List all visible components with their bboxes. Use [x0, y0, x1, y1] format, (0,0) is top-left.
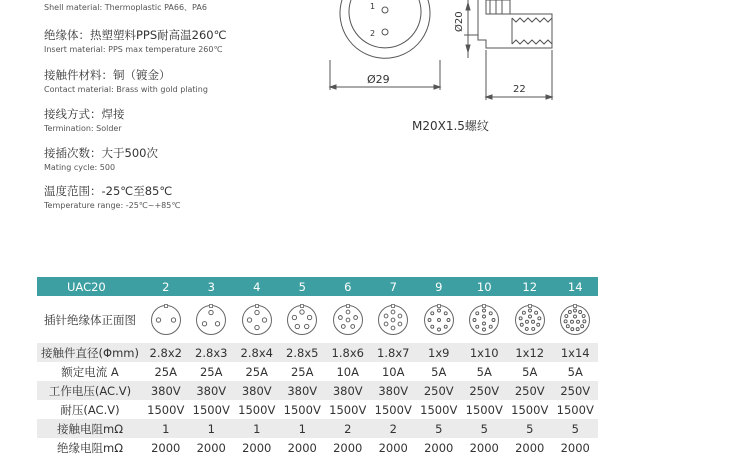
pin-layout-label: 插针绝缘体正面图	[37, 296, 143, 343]
table-cell: 10A	[336, 364, 359, 379]
contact-hole	[534, 311, 537, 314]
pin-layout-row	[37, 296, 598, 343]
row-label: 绝缘电阻mΩ	[57, 440, 123, 455]
table-cell: 1500V	[283, 402, 321, 417]
table-row	[37, 438, 598, 457]
table-cell: 2.8x2	[143, 343, 189, 362]
contact-hole	[571, 327, 574, 330]
contact-hole	[569, 310, 572, 313]
table-cell: 5	[416, 419, 462, 438]
pin-count-header: 7	[371, 277, 417, 296]
spec-en: Temperature range: -25℃~+85℃	[44, 201, 181, 210]
insert-key	[574, 304, 577, 307]
pin-count-header: 4	[234, 277, 280, 296]
table-cell: 1500V	[465, 402, 503, 417]
pin-count-header: 9	[416, 277, 462, 296]
pin-layout-icon	[286, 304, 318, 336]
length-label: 22	[513, 84, 526, 95]
spec-termination	[44, 106, 125, 133]
contact-hole	[447, 318, 450, 321]
contact-hole	[398, 314, 402, 318]
insert-key	[255, 304, 258, 307]
contact-hole	[483, 322, 486, 325]
insert-key	[483, 304, 486, 307]
contact-hole	[489, 325, 492, 328]
table-cell: 1	[234, 419, 280, 438]
contact-hole	[519, 316, 522, 319]
table-cell: 1500V	[420, 402, 458, 417]
table-row	[37, 343, 598, 362]
contact-hole	[577, 320, 580, 323]
table-cell: 2.8x3	[189, 343, 235, 362]
contact-hole	[532, 327, 535, 330]
contact-hole	[171, 317, 175, 321]
contact-hole	[428, 318, 431, 321]
pin-layout-icon	[377, 304, 409, 336]
table-cell: 2000	[287, 440, 317, 455]
contact-hole	[476, 311, 479, 314]
contact-hole	[437, 309, 440, 312]
table-cell: 2	[371, 419, 417, 438]
contact-hole	[582, 314, 585, 317]
table-cell: 1x9	[416, 343, 462, 362]
contact-hole	[483, 315, 486, 318]
spec-en: Termination: Solder	[44, 124, 122, 133]
spec-mating-cycle	[44, 145, 158, 172]
spec-en: Mating cycle: 500	[44, 163, 116, 172]
pin-layout-cell	[416, 296, 462, 343]
row-label: 接触件直径(Φmm)	[37, 343, 143, 362]
contact-hole	[536, 323, 539, 326]
contact-hole	[528, 315, 531, 318]
pin-layout-cell	[280, 296, 326, 343]
table-cell: 1500V	[511, 402, 549, 417]
spec-zh: 温度范围：-25℃至85℃	[44, 184, 173, 198]
table-cell: 2000	[378, 440, 408, 455]
pin-layout-cell	[462, 296, 508, 343]
table-cell: 1	[143, 419, 189, 438]
table-row	[37, 362, 598, 381]
thread-caption: M20X1.5螺纹	[412, 119, 489, 133]
contact-hole	[571, 320, 574, 323]
pin-layout-icon	[332, 304, 364, 336]
table-cell: 25A	[245, 364, 268, 379]
contact-hole	[398, 322, 402, 326]
table-cell: 5	[462, 419, 508, 438]
contact-hole	[341, 324, 345, 328]
table-cell: 250V	[507, 381, 553, 400]
contact-hole	[216, 321, 220, 325]
spec-zh: 绝缘体：热塑塑料PPS耐高温260℃	[44, 28, 227, 42]
contact-hole	[255, 310, 259, 314]
contact-hole	[437, 328, 440, 331]
table-cell: 2000	[424, 440, 454, 455]
table-cell: 1500V	[147, 402, 185, 417]
table-cell: 1500V	[329, 402, 367, 417]
contact-hole	[346, 310, 350, 314]
pin-layout-cell	[325, 296, 371, 343]
contact-hole	[209, 310, 213, 314]
spec-en: Contact material: Brass with gold plating	[44, 85, 208, 94]
spec-table	[37, 277, 598, 457]
table-cell: 380V	[280, 381, 326, 400]
row-label: 额定电流 A	[61, 364, 119, 379]
table-cell: 380V	[371, 381, 417, 400]
side-view	[464, 0, 552, 100]
table-cell: 250V	[416, 381, 462, 400]
insert-key	[164, 304, 167, 307]
contact-hole	[583, 319, 586, 322]
table-cell: 380V	[189, 381, 235, 400]
contact-hole	[473, 318, 476, 321]
pin-count-header: 3	[189, 277, 235, 296]
contact-hole	[567, 324, 570, 327]
contact-hole	[247, 317, 251, 321]
contact-hole	[444, 325, 447, 328]
pin-layout-icon	[150, 304, 182, 336]
table-cell: 5A	[522, 364, 538, 379]
pin-layout-icon	[195, 304, 227, 336]
spec-zh: 接插次数：大于500次	[44, 146, 158, 160]
contact-hole	[384, 314, 388, 318]
table-cell: 380V	[325, 381, 371, 400]
spec-shell-material	[44, 0, 207, 13]
table-cell: 1500V	[192, 402, 230, 417]
contact-hole	[520, 323, 523, 326]
contact-hole	[522, 311, 525, 314]
table-header-label: UAC20	[37, 277, 143, 296]
table-cell: 1500V	[238, 402, 276, 417]
table-cell: 5A	[431, 364, 447, 379]
table-cell: 380V	[143, 381, 189, 400]
table-row	[37, 400, 598, 419]
contact-hole	[574, 309, 577, 312]
table-cell: 2000	[333, 440, 363, 455]
insert-key	[528, 304, 531, 307]
table-cell: 2	[325, 419, 371, 438]
contact-hole	[525, 327, 528, 330]
contact-hole	[531, 320, 534, 323]
contact-hole	[156, 317, 160, 321]
contact-hole	[203, 321, 207, 325]
table-cell: 2000	[469, 440, 499, 455]
contact-hole	[476, 325, 479, 328]
pin-layout-cell	[553, 296, 599, 343]
contact-hole	[565, 314, 568, 317]
row-label: 工作电压(AC.V)	[37, 381, 143, 400]
pin-layout-cell	[371, 296, 417, 343]
spec-contact-material	[44, 67, 208, 94]
contact-hole	[255, 325, 259, 329]
contact-hole	[308, 315, 312, 319]
table-cell: 25A	[199, 364, 223, 379]
table-cell: 25A	[154, 364, 177, 379]
contact-hole	[437, 318, 440, 321]
contact-hole	[300, 309, 304, 313]
contact-hole	[576, 327, 579, 330]
table-cell: 25A	[290, 364, 314, 379]
table-cell: 1500V	[374, 402, 412, 417]
contact-hole	[483, 309, 486, 312]
pin-layout-cell	[234, 296, 280, 343]
contact-hole	[564, 319, 567, 322]
contact-hole	[292, 315, 296, 319]
table-cell: 250V	[462, 381, 508, 400]
table-cell: 5	[553, 419, 599, 438]
contact-hole	[305, 324, 309, 328]
table-cell: 1x12	[507, 343, 553, 362]
spec-insert-material	[44, 27, 227, 54]
table-cell: 2000	[560, 440, 590, 455]
contact-hole	[346, 318, 350, 322]
table-cell: 5A	[476, 364, 492, 379]
table-row	[37, 419, 598, 438]
contact-hole	[384, 322, 388, 326]
pin-layout-icon	[514, 304, 546, 336]
front-diameter-label: Ø29	[367, 73, 390, 86]
spec-temperature	[44, 183, 180, 210]
pin-layout-icon	[559, 304, 591, 336]
contact-hole	[431, 325, 434, 328]
contact-hole	[391, 310, 395, 314]
contact-hole	[489, 311, 492, 314]
table-cell: 380V	[234, 381, 280, 400]
contact-hole	[338, 315, 342, 319]
table-cell: 2.8x4	[234, 343, 280, 362]
insert-key	[301, 304, 304, 307]
pin-count-header: 14	[553, 277, 599, 296]
contact-hole	[483, 328, 486, 331]
pin-layout-icon	[468, 304, 500, 336]
pin-layout-cell	[189, 296, 235, 343]
insert-key	[392, 304, 395, 307]
table-cell: 1x10	[462, 343, 508, 362]
contact-hole	[492, 318, 495, 321]
row-label: 接触电阻mΩ	[37, 419, 143, 438]
insert-key	[210, 304, 213, 307]
table-cell: 5	[507, 419, 553, 438]
pin-layout-icon	[423, 304, 455, 336]
insert-key	[437, 304, 440, 307]
contact-hole	[574, 315, 577, 318]
pin-2-label: 2	[370, 29, 376, 38]
table-cell: 2000	[151, 440, 181, 455]
pin-count-header: 12	[507, 277, 553, 296]
table-cell: 1500V	[556, 402, 594, 417]
pin-count-header: 6	[325, 277, 371, 296]
contact-hole	[295, 324, 299, 328]
table-cell: 2000	[515, 440, 545, 455]
table-cell: 1x14	[553, 343, 599, 362]
contact-hole	[579, 310, 582, 313]
contact-hole	[431, 311, 434, 314]
contact-hole	[262, 317, 266, 321]
table-cell: 250V	[553, 381, 599, 400]
pin-count-header: 2	[143, 277, 189, 296]
contact-hole	[581, 324, 584, 327]
contact-hole	[353, 315, 357, 319]
table-cell: 2.8x5	[280, 343, 326, 362]
pin-layout-icon	[241, 304, 273, 336]
side-diameter-label: Ø20	[454, 11, 465, 32]
contact-hole	[525, 320, 528, 323]
contact-hole	[391, 318, 395, 322]
table-cell: 5A	[567, 364, 583, 379]
spec-en: Insert material: PPS max temperature 260℃	[44, 45, 223, 54]
table-cell: 10A	[381, 364, 405, 379]
table-header-row	[37, 277, 598, 296]
contact-hole	[538, 316, 541, 319]
contact-hole	[528, 309, 531, 312]
insert-key	[346, 304, 349, 307]
contact-hole	[391, 326, 395, 330]
table-row	[37, 381, 598, 400]
table-cell: 2000	[242, 440, 272, 455]
pin-layout-cell	[143, 296, 189, 343]
spec-zh: 接触件材料：铜（镀金）	[44, 68, 171, 82]
pin-1-label: 1	[370, 2, 376, 11]
pin-count-header: 5	[280, 277, 326, 296]
table-cell: 1	[189, 419, 235, 438]
contact-hole	[444, 311, 447, 314]
contact-hole	[351, 324, 355, 328]
pin-count-header: 10	[462, 277, 508, 296]
table-cell: 2000	[196, 440, 226, 455]
pin-layout-cell	[507, 296, 553, 343]
spec-en: Shell material: Thermoplastic PA66、PA6	[44, 3, 207, 12]
spec-zh: 接线方式：焊接	[44, 107, 125, 121]
table-cell: 1	[280, 419, 326, 438]
table-cell: 1.8x7	[371, 343, 417, 362]
row-label: 耐压(AC.V)	[60, 402, 120, 417]
table-cell: 1.8x6	[325, 343, 371, 362]
